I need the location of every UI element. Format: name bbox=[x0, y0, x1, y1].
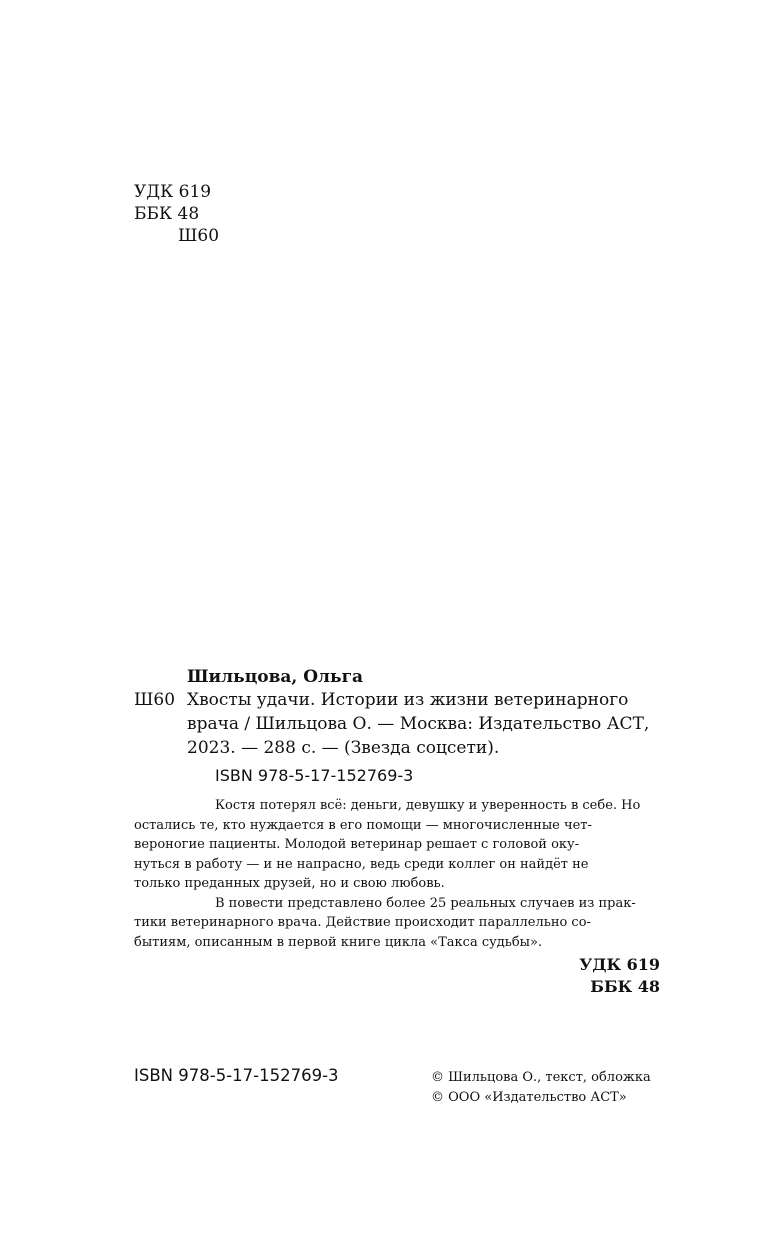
annotation-line: Костя потерял всё: деньги, девушку и уверенность в себе. Но bbox=[215, 798, 641, 813]
description-line: врача / Шильцова О. — Москва: Издательство АСТ, bbox=[187, 714, 650, 734]
bbk-code: ББК 48 bbox=[590, 977, 660, 996]
bibliographic-entry bbox=[134, 688, 660, 760]
udk-code: УДК 619 bbox=[134, 182, 212, 202]
catalog-record bbox=[134, 666, 660, 998]
author-mark: Ш60 bbox=[178, 226, 220, 246]
copyright-notice bbox=[431, 1068, 651, 1108]
annotation-line: вероногие пациенты. Молодой ветеринар решает с головой оку- bbox=[134, 837, 580, 852]
footer-isbn: ISBN 978-5-17-152769-3 bbox=[134, 1066, 339, 1085]
description-line: 2023. — 288 с. — (Звезда соцсети). bbox=[187, 738, 500, 758]
description-line: Хвосты удачи. Истории из жизни ветеринарного bbox=[187, 690, 629, 710]
bibliographic-description bbox=[187, 688, 660, 760]
copyright-line: © ООО «Издательство АСТ» bbox=[431, 1090, 627, 1105]
top-classification-codes bbox=[134, 181, 219, 247]
annotation-line: только преданных друзей, но и свою любовь. bbox=[134, 876, 445, 891]
catalog-isbn: ISBN 978-5-17-152769-3 bbox=[215, 766, 414, 785]
annotation-line: нуться в работу — и не напрасно, ведь среди коллег он найдёт не bbox=[134, 856, 589, 872]
annotation-line: В повести представлено более 25 реальных случаев из прак- bbox=[215, 895, 636, 911]
bottom-classification-codes bbox=[134, 954, 660, 998]
annotation bbox=[134, 796, 660, 952]
annotation-line: тики ветеринарного врача. Действие происходит параллельно со- bbox=[134, 915, 591, 930]
annotation-line: бытиям, описанным в первой книге цикла «Такса судьбы». bbox=[134, 934, 543, 950]
copyright-line: © Шильцова О., текст, обложка bbox=[431, 1070, 651, 1085]
udk-code: УДК 619 bbox=[579, 955, 660, 974]
entry-author-mark: Ш60 bbox=[134, 690, 176, 710]
annotation-line: остались те, кто нуждается в его помощи — многочисленные чет- bbox=[134, 817, 592, 833]
author-heading: Шильцова, Ольга bbox=[187, 667, 364, 687]
bbk-code: ББК 48 bbox=[134, 204, 200, 224]
